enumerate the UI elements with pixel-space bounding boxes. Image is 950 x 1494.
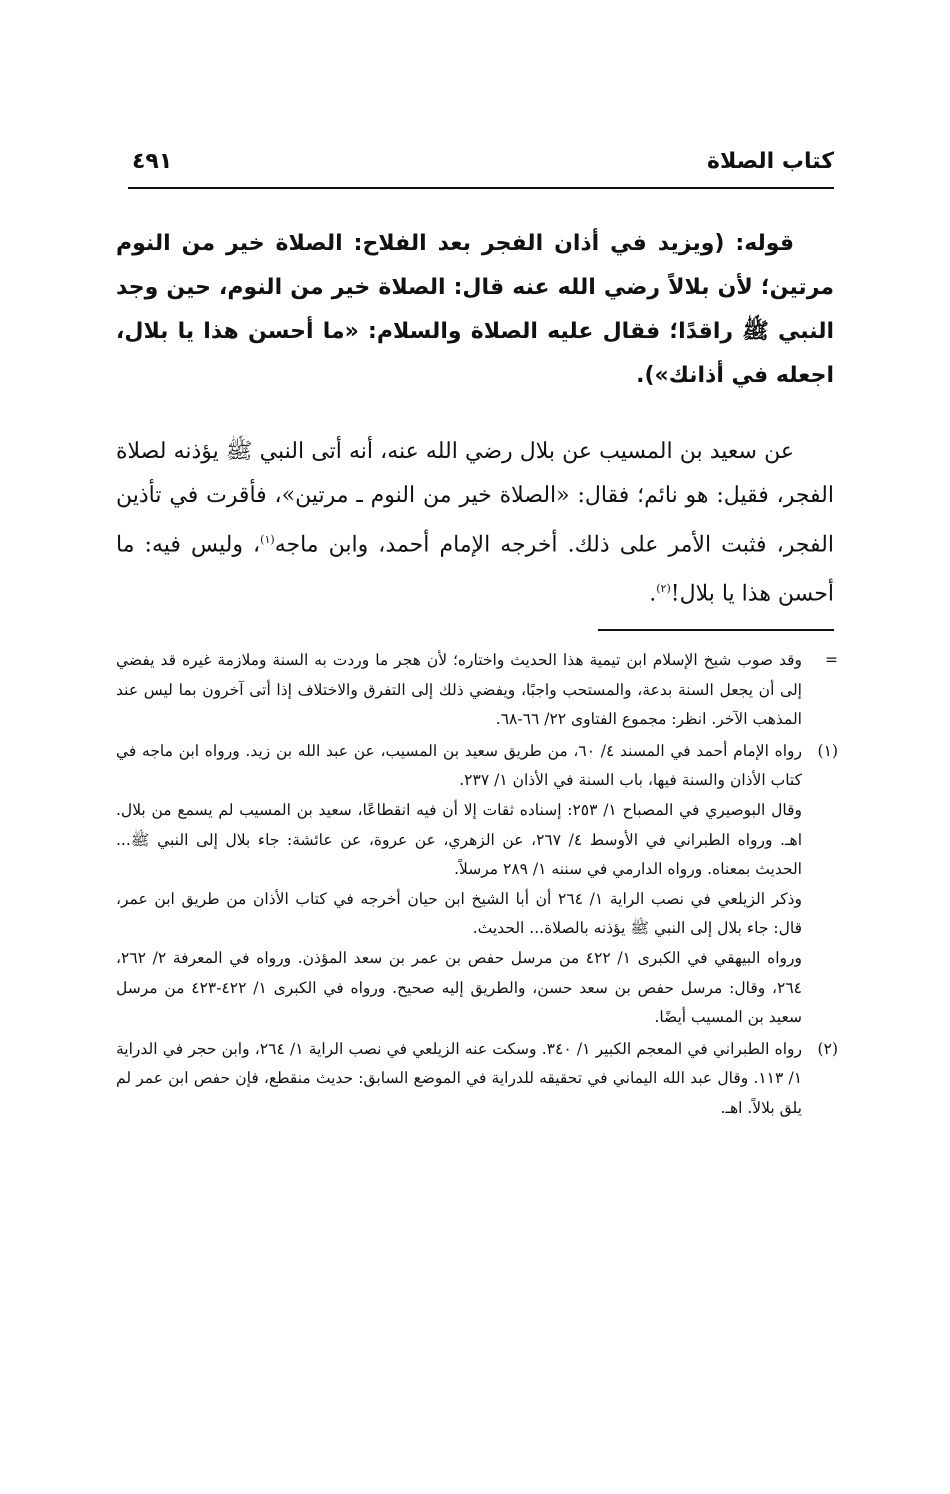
footnote-line: وقال البوصيري في المصباح ١/ ٢٥٣: إسناده ثقات إلا أن فيه انقطاعًا، سعيد بن المسيب لم يسمع من بلال. اهـ. ورواه الطبراني في الأوسط ٤/ ٢٦٧، عن الزهري، عن عروة، عن عائشة: جاء بلال إلى النبي ﷺ... الحديث بمعناه. ورواه الدارمي في سننه ١/ ٢٨٩ مرسلاً. xyxy=(116,800,803,879)
footnote-ref-1[interactable]: (١) xyxy=(260,533,275,546)
main-text-body: عن سعيد بن المسيب عن بلال رضي الله عنه، أنه أتى النبي ﷺ يؤذنه لصلاة الفجر، فقيل: هو نائم؛ فقال: «الصلاة خير من النوم ـ مرتين»، فأقرت في تأذين الفجر، فثبت الأمر على ذلك. أخرجه الإمام أحمد، وابن ماجه xyxy=(116,439,834,558)
footnote-mark: (١) xyxy=(817,741,838,760)
main-text xyxy=(116,430,834,617)
matn-quote xyxy=(116,222,834,398)
footnote-separator xyxy=(598,629,834,631)
footnote-line: ورواه البيهقي في الكبرى ١/ ٤٢٢ من مرسل حفص بن عمر بن سعد المؤذن. ورواه في المعرفة ٢/ ٢٦٢، ٢٦٤، وقال: مرسل حفص بن سعد حسن، والطريق إليه صحيح. ورواه في الكبرى ١/ ٤٢٢-٤٢٣ من مرسل سعيد بن المسيب أيضًا. xyxy=(116,948,802,1027)
footnote-line: رواه الطبراني في المعجم الكبير ١/ ٣٤٠. وسكت عنه الزيلعي في نصب الراية ١/ ٢٦٤، وابن حجر في الدراية ١/ ١١٣. وقال عبد الله اليماني في تحقيقه للدراية في الموضع السابق: حديث منقطع، فإن حفص ابن عمر لم يلق بلالاً. اهـ. xyxy=(116,1039,803,1117)
footnote-mark: (٢) xyxy=(817,1039,838,1058)
footnote-mark: = xyxy=(825,651,838,669)
main-text-tail: ، وليس فيه: ما أحسن هذا يا بلال! xyxy=(116,532,834,607)
footnotes xyxy=(116,646,838,1126)
main-text-end: . xyxy=(649,581,657,607)
chapter-title: كتاب الصلاة xyxy=(707,149,834,174)
footnote-ref-2[interactable]: (٢) xyxy=(656,582,671,596)
page-number: ٤٩١ xyxy=(132,149,173,174)
footnote-line: وذكر الزيلعي في نصب الراية ١/ ٢٦٤ أن أبا الشيخ ابن حيان أخرجه في كتاب الأذان من طريق ابن عمر، قال: جاء بلال إلى النبي ﷺ يؤذنه بالصلاة... الحديث. xyxy=(116,889,802,938)
main-paragraph xyxy=(116,430,834,617)
footnote-continuation xyxy=(116,646,838,735)
footnote-1 xyxy=(116,737,838,1033)
footnote-line: وقد صوب شيخ الإسلام ابن تيمية هذا الحديث واختاره؛ لأن هجر ما وردت به السنة وملازمة غيره قد يفضي إلى أن يجعل السنة بدعة، والمستحب واجبًا، ويفضي ذلك إلى التفرق والاختلاف إذا أتى آخرون بما ليس عند المذهب الآخر. انظر: مجموع الفتاوى ٢٢/ ٦٦-٦٨. xyxy=(116,651,802,729)
running-header xyxy=(128,145,834,189)
footnote-line: رواه الإمام أحمد في المسند ٤/ ٦٠، من طريق سعيد بن المسيب، عن عبد الله بن زيد. ورواه ابن ماجه في كتاب الأذان والسنة فيها، باب السنة في الأذان ١/ ٢٣٧. xyxy=(116,741,802,790)
quote-paragraph: قوله: (ويزيد في أذان الفجر بعد الفلاح: الصلاة خير من النوم مرتين؛ لأن بلالاً رضي الله عنه قال: الصلاة خير من النوم، حين وجد النبي ﷺ راقدًا؛ فقال عليه الصلاة والسلام: «ما أحسن هذا يا بلال، اجعله في أذانك»). xyxy=(116,231,834,388)
footnote-2 xyxy=(116,1035,838,1124)
